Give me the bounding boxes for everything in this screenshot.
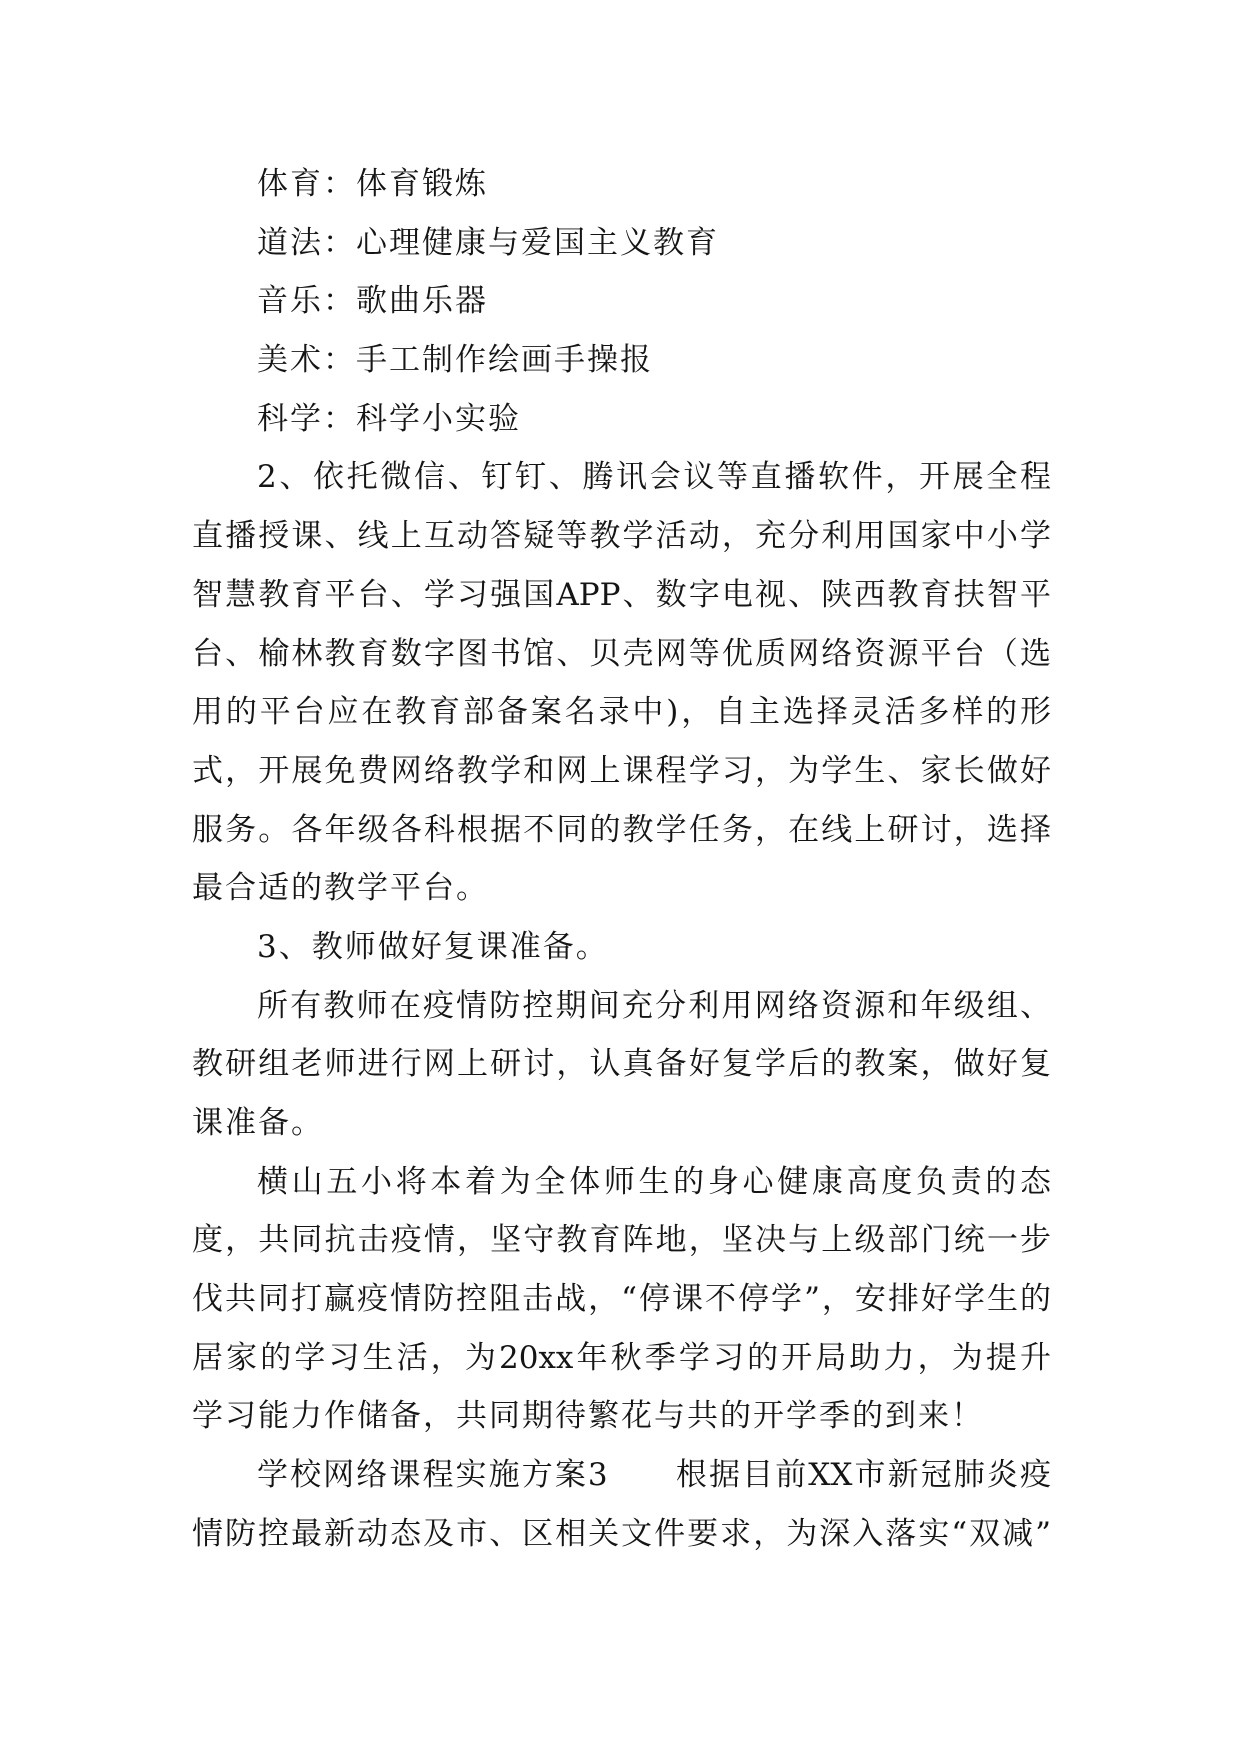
text-line: 美术：手工制作绘画手操报 bbox=[257, 342, 653, 379]
text-line: 台、榆林教育数字图书馆、贝壳网等优质网络资源平台（选 bbox=[192, 635, 1051, 672]
text-line: 情防控最新动态及市、区相关文件要求，为深入落实“双减” bbox=[192, 1515, 1051, 1552]
text-line: 式，开展免费网络教学和网上课程学习，为学生、家长做好 bbox=[192, 752, 1051, 789]
text-line: 伐共同打赢疫情防控阻击战，“停课不停学”，安排好学生的 bbox=[192, 1281, 1051, 1318]
text-line: 3、教师做好复课准备。 bbox=[257, 928, 609, 965]
text-line: 体育：体育锻炼 bbox=[257, 166, 488, 202]
text-line: 2、依托微信、钉钉、腾讯会议等直播软件，开展全程 bbox=[257, 459, 1051, 496]
paragraph-school-commitment bbox=[192, 1153, 1051, 1446]
text-line: 音乐：歌曲乐器 bbox=[257, 283, 488, 320]
text-line: 课准备。 bbox=[192, 1105, 324, 1141]
subject-line-morality-law bbox=[192, 214, 1051, 273]
subject-line-pe bbox=[192, 155, 1051, 214]
text-line: 用的平台应在教育部备案名录中)，自主选择灵活多样的形 bbox=[192, 694, 1051, 731]
text-line: 所有教师在疫情防控期间充分利用网络资源和年级组、 bbox=[257, 987, 1051, 1024]
text-line: 居家的学习生活，为20xx年秋季学习的开局助力，为提升 bbox=[192, 1339, 1051, 1376]
text-line: 直播授课、线上互动答疑等教学活动，充分利用国家中小学 bbox=[192, 518, 1051, 555]
text-line: 学习能力作储备，共同期待繁花与共的开学季的到来！ bbox=[192, 1398, 984, 1435]
text-line: 教研组老师进行网上研讨，认真备好复学后的教案，做好复 bbox=[192, 1046, 1051, 1083]
text-line: 度，共同抗击疫情，坚守教育阵地，坚决与上级部门统一步 bbox=[192, 1222, 1051, 1259]
document-body bbox=[192, 155, 1051, 1564]
text-line: 科学：科学小实验 bbox=[257, 400, 521, 437]
text-line: 服务。各年级各科根据不同的教学任务，在线上研讨，选择 bbox=[192, 811, 1051, 848]
paragraph-item-3-heading bbox=[192, 918, 1051, 977]
subject-line-science bbox=[192, 390, 1051, 449]
paragraph-teacher-preparation bbox=[192, 977, 1051, 1153]
subject-line-art bbox=[192, 331, 1051, 390]
text-line: 道法：心理健康与爱国主义教育 bbox=[257, 224, 719, 261]
text-line: 最合适的教学平台。 bbox=[192, 870, 489, 907]
subject-line-music bbox=[192, 272, 1051, 331]
paragraph-item-2-online-platforms bbox=[192, 448, 1051, 918]
paragraph-plan-3-intro bbox=[192, 1446, 1051, 1563]
text-line: 学校网络课程实施方案3 根据目前XX市新冠肺炎疫 bbox=[257, 1457, 1051, 1494]
text-line: 智慧教育平台、学习强国APP、数字电视、陕西教育扶智平 bbox=[192, 576, 1051, 613]
text-line: 横山五小将本着为全体师生的身心健康高度负责的态 bbox=[257, 1163, 1051, 1200]
